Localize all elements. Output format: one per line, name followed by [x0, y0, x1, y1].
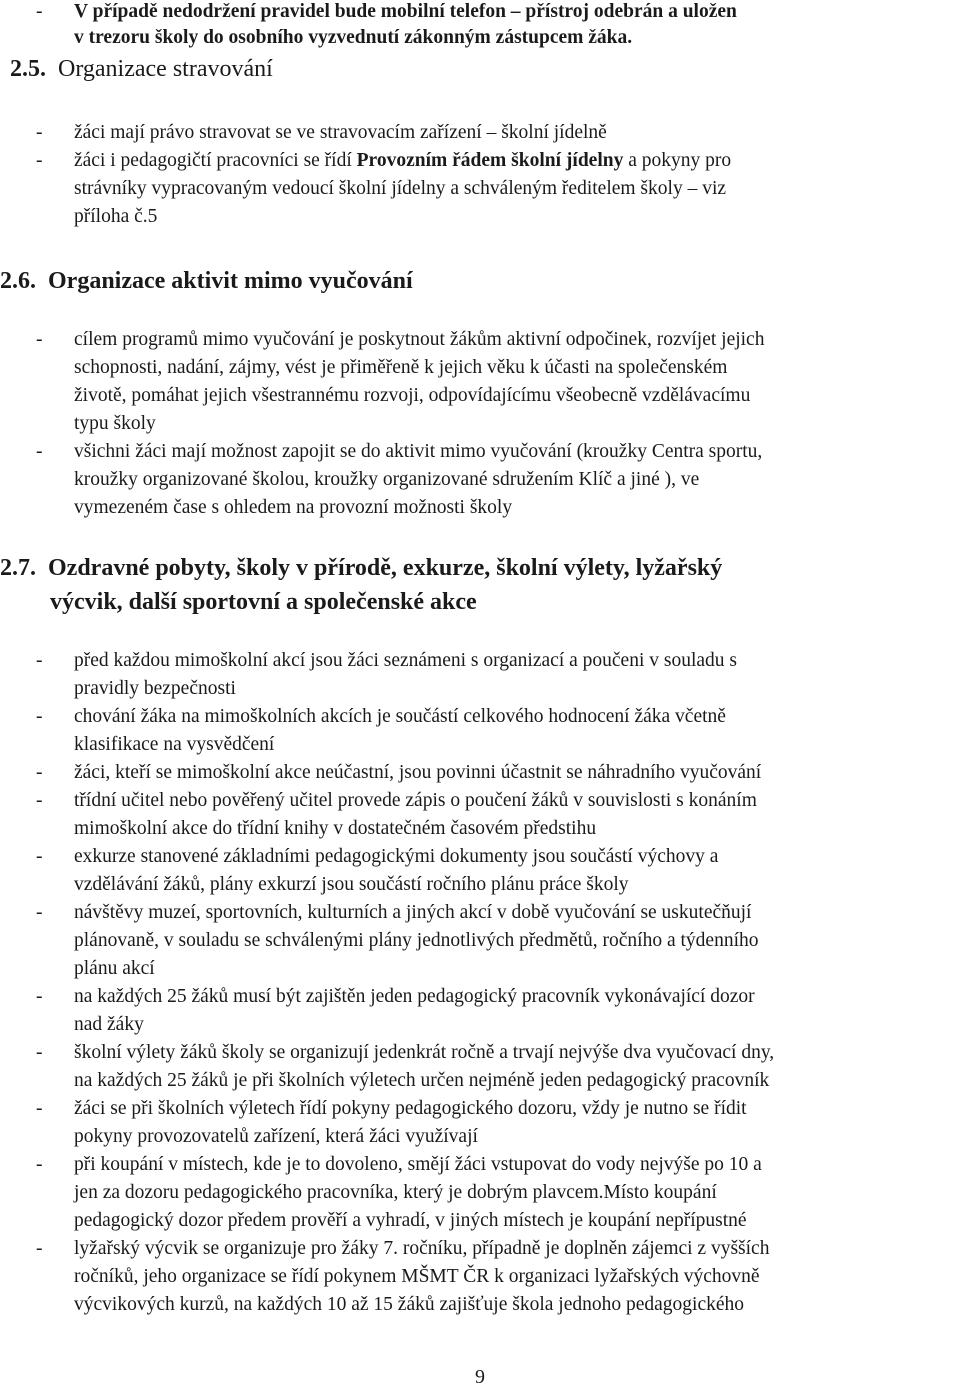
list-item-text: chování žáka na mimoškolních akcích je součástí celkového hodnocení žáka včetně — [74, 706, 726, 727]
list-item-text: pokyny provozovatelů zařízení, která žáci využívají — [74, 1126, 478, 1147]
list-dash: - — [36, 706, 43, 727]
list-item-text: klasifikace na vysvědčení — [74, 734, 275, 755]
list-item-text: V případě nedodržení pravidel bude mobilní telefon – přístroj odebrán a uložen — [74, 1, 737, 22]
list-item-text: schopnosti, nadání, zájmy, vést je přiměřeně k jejich věku k účasti na společenském — [74, 357, 728, 378]
list-item-text: výcvikových kurzů, na každých 10 až 15 žáků zajišťuje škola jednoho pedagogického — [74, 1294, 745, 1315]
list-item-text: všichni žáci mají možnost zapojit se do aktivit mimo vyučování (kroužky Centra sportu, — [74, 441, 763, 462]
list-dash: - — [36, 441, 43, 462]
section-title-line2: výcvik, další sportovní a společenské akce — [50, 589, 477, 615]
list-item-text: příloha č.5 — [74, 206, 158, 227]
list-item-text: plánu akcí — [74, 958, 155, 979]
text-run: a pokyny pro — [623, 150, 732, 171]
list-item-text: plánovaně, v souladu se schválenými plány jednotlivých předmětů, ročního a týdenního — [74, 930, 759, 951]
list-item-text: kroužky organizované školou, kroužky organizované sdružením Klíč a jiné ), ve — [74, 469, 700, 490]
list-item-text: školní výlety žáků školy se organizují jedenkrát ročně a trvají nejvýše dva vyučovací dny, — [74, 1042, 775, 1063]
section-title: Organizace aktivit mimo vyučování — [48, 268, 413, 294]
list-item-text: před každou mimoškolní akcí jsou žáci seznámeni s organizací a poučeni v souladu s — [74, 650, 737, 671]
list-dash: - — [36, 790, 43, 811]
list-dash: - — [36, 1238, 43, 1259]
list-item-text: při koupání v místech, kde je to dovoleno, smějí žáci vstupovat do vody nejvýše po 10 a — [74, 1154, 762, 1175]
list-item-text: návštěvy muzeí, sportovních, kulturních a jiných akcí v době vyučování se uskutečňují — [74, 902, 752, 923]
list-item-text: exkurze stanovené základními pedagogickými dokumenty jsou součástí výchovy a — [74, 846, 719, 867]
list-dash: - — [36, 650, 43, 671]
page-number: 9 — [475, 1366, 485, 1388]
list-dash: - — [36, 1098, 43, 1119]
list-item-text: životě, pomáhat jejich všestrannému rozvoji, odpovídajícímu všeobecně vzdělávacímu — [74, 385, 751, 406]
list-item-text: na každých 25 žáků je při školních výletech určen nejméně jeden pedagogický pracovník — [74, 1070, 770, 1091]
section-heading-2-6 — [0, 266, 413, 296]
section-title: Organizace stravování — [58, 56, 273, 82]
list-dash: - — [36, 986, 43, 1007]
list-item-text: žáci, kteří se mimoškolní akce neúčastní, jsou povinni účastnit se náhradního vyučování — [74, 762, 762, 783]
list-item-text: žáci se při školních výletech řídí pokyny pedagogického dozoru, vždy je nutno se řídit — [74, 1098, 747, 1119]
list-item-text: vymezeném čase s ohledem na provozní možnosti školy — [74, 497, 513, 518]
list-item-text: mimoškolní akce do třídní knihy v dostatečném časovém předstihu — [74, 818, 597, 839]
list-dash: - — [36, 846, 43, 867]
list-item-text: pedagogický dozor předem prověří a vyhradí, v jiných místech je koupání nepřípustné — [74, 1210, 747, 1231]
list-dash: - — [36, 902, 43, 923]
list-dash: - — [36, 762, 43, 783]
section-heading-2-5 — [10, 54, 273, 84]
list-item-text: v trezoru školy do osobního vyzvednutí zákonným zástupcem žáka. — [74, 27, 633, 48]
list-item-text: lyžařský výcvik se organizuje pro žáky 7. ročníku, případně je doplněn zájemci z vyšších — [74, 1238, 770, 1259]
list-dash: - — [36, 329, 43, 350]
list-item-text: ročníků, jeho organizace se řídí pokynem MŠMT ČR k organizaci lyžařských výchovně — [74, 1266, 760, 1287]
section-heading-2-7-line2 — [50, 587, 477, 617]
list-item-text: žáci mají právo stravovat se ve stravovacím zařízení – školní jídelně — [74, 122, 607, 143]
list-item-text: pravidly bezpečnosti — [74, 678, 236, 699]
list-dash: - — [36, 122, 43, 143]
list-item-text — [74, 147, 934, 175]
list-item-text: jen za dozoru pedagogického pracovníka, který je dobrým plavcem.Místo koupání — [74, 1182, 717, 1203]
section-heading-2-7 — [0, 553, 722, 583]
text-run: žáci i pedagogičtí pracovníci se řídí — [74, 150, 357, 171]
list-item-text: typu školy — [74, 413, 156, 434]
list-dash: - — [36, 1042, 43, 1063]
list-item-text: cílem programů mimo vyučování je poskytnout žákům aktivní odpočinek, rozvíjet jejich — [74, 329, 765, 350]
list-item-text: třídní učitel nebo pověřený učitel provede zápis o poučení žáků v souvislosti s konáním — [74, 790, 757, 811]
list-dash: - — [36, 1, 43, 22]
list-item-text: nad žáky — [74, 1014, 144, 1035]
section-title-line1: Ozdravné pobyty, školy v přírodě, exkurze, školní výlety, lyžařský — [48, 555, 723, 581]
list-dash: - — [36, 150, 43, 171]
list-item-text: vzdělávání žáků, plány exkurzí jsou součástí ročního plánu práce školy — [74, 874, 629, 895]
list-dash: - — [36, 1154, 43, 1175]
section-number: 2.7. — [0, 555, 36, 581]
bold-text-run: Provozním řádem školní jídelny — [356, 150, 624, 171]
section-number: 2.5. — [10, 56, 46, 82]
section-number: 2.6. — [0, 268, 36, 294]
list-item-text: strávníky vypracovaným vedoucí školní jídelny a schváleným ředitelem školy – viz — [74, 178, 727, 199]
list-item-text: na každých 25 žáků musí být zajištěn jeden pedagogický pracovník vykonávající dozor — [74, 986, 755, 1007]
